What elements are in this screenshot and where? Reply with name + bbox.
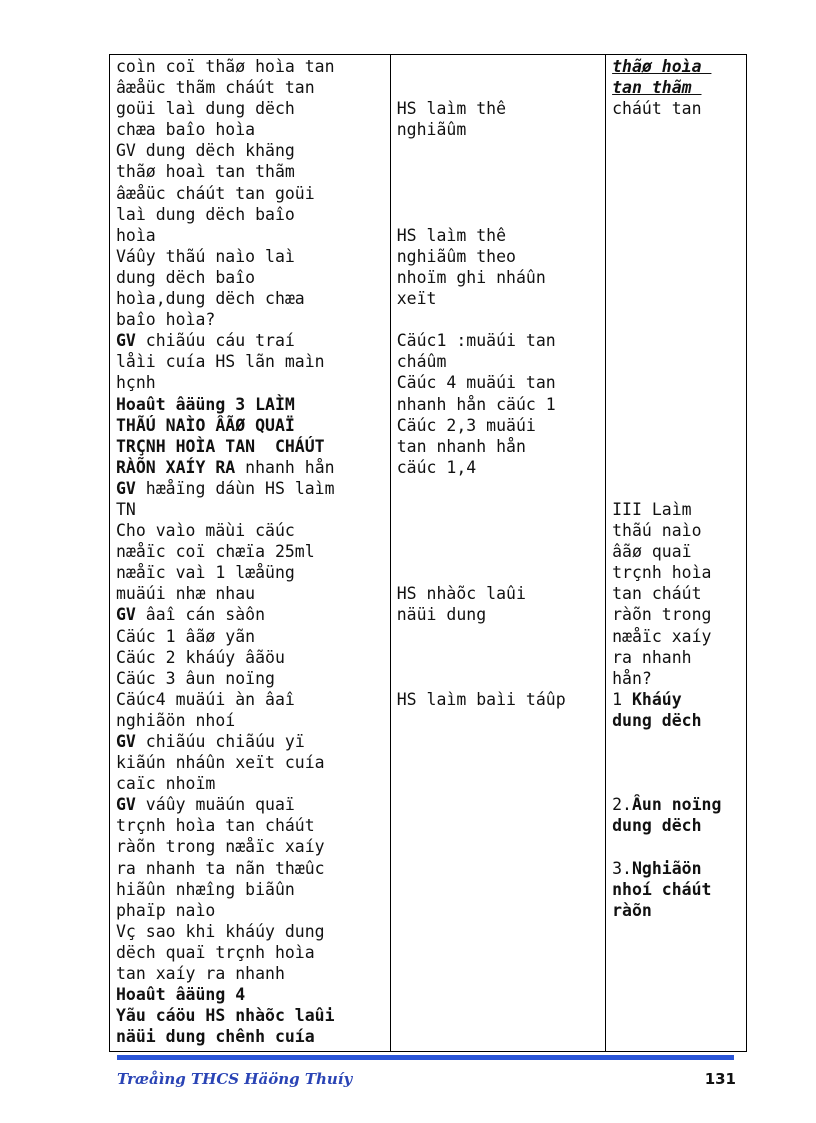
plain-text: hoìa,dung dëch chæa [116,289,305,309]
text-line [397,183,599,204]
plain-text: III Laìm [612,499,692,519]
text-line [397,288,599,309]
text-line [397,583,599,604]
bold-text: näüi dung chênh cuía [116,1027,315,1047]
bold-text: Âun noïng [631,795,722,815]
text-line [397,415,599,436]
lesson-table [109,54,747,1052]
text-line [612,752,740,773]
text-line [397,330,599,351]
plain-text: Cäúc 3 âun noïng [116,668,275,688]
plain-text: Cäúc 1 âãø yãn [116,626,256,646]
text-line [612,246,740,267]
text-line [116,372,384,393]
text-line [612,604,740,625]
text-line [116,921,384,942]
text-line [612,858,740,879]
text-line [612,98,740,119]
text-line [116,963,384,984]
plain-text: chiãúu cáu traí [135,331,295,351]
text-line [612,499,740,520]
text-line [397,204,599,225]
plain-text: næåïc coï chæïa 25ml [116,542,315,562]
text-line [116,836,384,857]
text-line [397,436,599,457]
text-line [116,225,384,246]
bold-text: THÃÚ NAÌO ÂÃØ QUAÏ [116,415,295,435]
text-line [116,119,384,140]
text-line [116,583,384,604]
text-line [116,56,384,77]
text-line [612,731,740,752]
text-line [397,689,599,710]
bold-text: ràõn [612,900,652,920]
text-line [116,815,384,836]
bold-text: GV [116,331,136,351]
plain-text: dung dëch baîo [116,267,256,287]
plain-text: 1 [612,689,632,709]
table-row [110,55,747,1052]
text-line [397,267,599,288]
bold-text: TRÇNH HOÌA TAN CHÁÚT [116,436,325,456]
plain-text: âæåüc cháút tan goüi [116,183,315,203]
text-line [612,647,740,668]
text-line [612,710,740,731]
text-line [116,984,384,1005]
text-line [116,794,384,815]
text-line [397,541,599,562]
plain-text: 2. [612,795,632,815]
text-line [612,77,740,98]
bold-text: Hoaût âäüng 3 LAÌM [116,394,295,414]
text-line [612,541,740,562]
plain-text: hiãûn nhæîng biãûn [116,879,295,899]
text-line [116,330,384,351]
plain-text: chiãúu chiãúu yï [135,732,305,751]
plain-text: GV dung dëch khäng [116,141,295,161]
bold-text: Nghiãön [631,858,702,878]
plain-text: hæåïng dáùn HS laìm [135,478,335,498]
plain-text: thãø hoaì tan thãm [116,162,295,182]
text-line [116,267,384,288]
text-line [397,626,599,647]
plain-text: hån? [612,668,652,688]
bold-text: Kháúy [631,689,682,709]
plain-text: muäúi nhæ nhau [116,584,256,604]
text-line [612,457,740,478]
text-line [116,161,384,182]
text-line [612,436,740,457]
text-line [116,140,384,161]
text-line [612,689,740,710]
text-line [116,668,384,689]
text-line [116,1005,384,1026]
plain-text: cäúc 1,4 [396,457,477,477]
text-line [116,457,384,478]
plain-text: xeït [396,289,437,309]
plain-text: âaî cán sàôn [135,605,266,625]
text-line [397,562,599,583]
text-line [116,478,384,499]
bold-text: RÀÕN XAÍY RA [116,457,236,477]
text-line [612,900,740,921]
plain-text: ra nhanh ta nãn thæûc [116,858,325,878]
text-line [612,119,740,140]
plain-text: Cäúc1 :muäúi tan [396,331,556,351]
plain-text: 3. [612,858,632,878]
text-line [116,626,384,647]
plain-text: chæa baîo hoìa [116,120,256,140]
plain-text: ràõn trong næåïc xaíy [116,837,325,857]
plain-text: dëch quaï trçnh hoìa [116,942,315,962]
text-line [116,309,384,330]
bold-text: dung dëch [612,710,702,730]
plain-text: baîo hoìa? [116,310,216,330]
text-line [397,394,599,415]
plain-text: tan nhanh hån [396,436,526,456]
content-cell [606,55,747,1052]
emphasis-text: tan thãm [612,78,702,98]
text-line [397,56,599,77]
footer-rule [117,1055,734,1060]
text-line [397,98,599,119]
plain-text: caïc nhoïm [116,774,216,794]
plain-text: cháûm [396,352,447,372]
text-line [612,562,740,583]
text-line [612,204,740,225]
text-line [397,668,599,689]
text-line [116,415,384,436]
text-line [612,626,740,647]
plain-text: ràõn trong [612,605,712,625]
plain-text: låìi cuía HS lãn maìn [116,352,325,372]
text-line [397,604,599,625]
plain-text: trçnh hoìa tan cháút [116,816,315,836]
text-line [397,161,599,182]
plain-text: HS laìm baìi táûp [396,689,566,709]
text-line [116,1026,384,1047]
text-line [116,562,384,583]
plain-text: hoìa [116,225,156,245]
plain-text: trçnh hoìa [612,563,712,583]
text-line [397,246,599,267]
plain-text: TN [116,499,136,519]
text-line [116,752,384,773]
text-line [397,351,599,372]
page-number: 131 [704,1070,736,1088]
text-line [116,541,384,562]
text-line [612,161,740,182]
text-line [397,372,599,393]
text-line [612,815,740,836]
plain-text: nghiãûm [396,120,467,140]
text-line [116,77,384,98]
plain-text: tan xaíy ra nhanh [116,964,285,984]
plain-text: nghiãön nhoí [116,710,236,730]
plain-text: næåïc vaì 1 læåüng [116,563,295,583]
text-line [612,309,740,330]
text-line [612,773,740,794]
plain-text: thãú naìo [612,521,702,541]
plain-text: váûy muäún quaï [135,795,295,815]
text-line [397,499,599,520]
plain-text: HS nhàõc laûi [396,584,526,604]
plain-text: Vç sao khi kháúy dung [116,921,325,941]
text-line [397,77,599,98]
plain-text: HS laìm thê [396,99,507,119]
text-line [612,394,740,415]
footer-school-name: Træåìng THCS Häöng Thuíy [117,1070,353,1088]
text-line [116,773,384,794]
text-line [116,647,384,668]
plain-text: laì dung dëch baîo [116,204,295,224]
plain-text: Váûy thãú naìo laì [116,246,295,266]
plain-text: näüi dung [396,605,487,625]
text-line [612,372,740,393]
text-line [612,225,740,246]
text-line [397,647,599,668]
text-line [612,288,740,309]
text-line [116,731,384,752]
text-line [612,351,740,372]
text-line [116,604,384,625]
bold-text: dung dëch [612,816,702,836]
plain-text: ra nhanh [612,647,692,667]
text-line [116,710,384,731]
text-line [612,415,740,436]
text-line [397,457,599,478]
text-line [612,836,740,857]
text-line [116,689,384,710]
text-line [397,225,599,246]
plain-text: phaïp naìo [116,900,216,920]
text-line [612,267,740,288]
plain-text: Cäúc 2 kháúy âãöu [116,647,285,667]
plain-text: næåïc xaíy [612,626,712,646]
student-activities-cell [390,55,605,1052]
text-line [116,98,384,119]
bold-text: GV [116,795,136,815]
text-line [397,478,599,499]
text-line [612,56,740,77]
text-line [116,858,384,879]
text-line [116,394,384,415]
plain-text: HS laìm thê [396,225,507,245]
text-line [612,140,740,161]
bold-text: GV [116,605,136,625]
bold-text: GV [116,478,136,498]
text-line [397,309,599,330]
text-line [397,119,599,140]
text-line [116,183,384,204]
text-line [612,478,740,499]
bold-text: GV [116,732,136,751]
text-line [116,942,384,963]
text-line [612,583,740,604]
text-line [116,288,384,309]
plain-text: Cho vaìo mäùi cäúc [116,521,295,541]
text-line [116,499,384,520]
plain-text: Cäúc 4 muäúi tan [396,373,556,393]
plain-text: âãø quaï [612,542,692,562]
plain-text: nghiãûm theo [396,246,516,266]
bold-text: Yãu cáöu HS nhàõc laûi [116,1006,335,1026]
text-line [116,351,384,372]
plain-text: cháút tan [612,99,702,119]
plain-text: hçnh [116,373,156,393]
text-line [612,668,740,689]
plain-text: nhoïm ghi nháûn [396,267,546,287]
plain-text: nhanh hån [235,457,335,477]
text-line [397,520,599,541]
plain-text: goüi laì dung dëch [116,99,295,119]
text-line [612,330,740,351]
bold-text: nhoí cháút [612,879,712,899]
text-line [116,246,384,267]
plain-text: Cäúc4 muäúi àn âaî [116,689,295,709]
text-line [612,520,740,541]
teacher-activities-cell [110,55,391,1052]
text-line [116,520,384,541]
emphasis-text: thãø hoìa [612,57,712,76]
plain-text: kiãún nháûn xeït cuía [116,753,325,773]
plain-text: coìn coï thãø hoìa tan [116,57,335,76]
plain-text: âæåüc thãm cháút tan [116,78,315,98]
text-line [116,879,384,900]
plain-text: nhanh hån cäúc 1 [396,394,556,414]
plain-text: Cäúc 2,3 muäúi [396,415,536,435]
text-line [116,900,384,921]
text-line [116,204,384,225]
bold-text: Hoaût âäüng 4 [116,985,246,1005]
plain-text: tan cháút [612,584,702,604]
text-line [397,140,599,161]
text-line [612,879,740,900]
text-line [612,794,740,815]
text-line [612,183,740,204]
text-line [116,436,384,457]
